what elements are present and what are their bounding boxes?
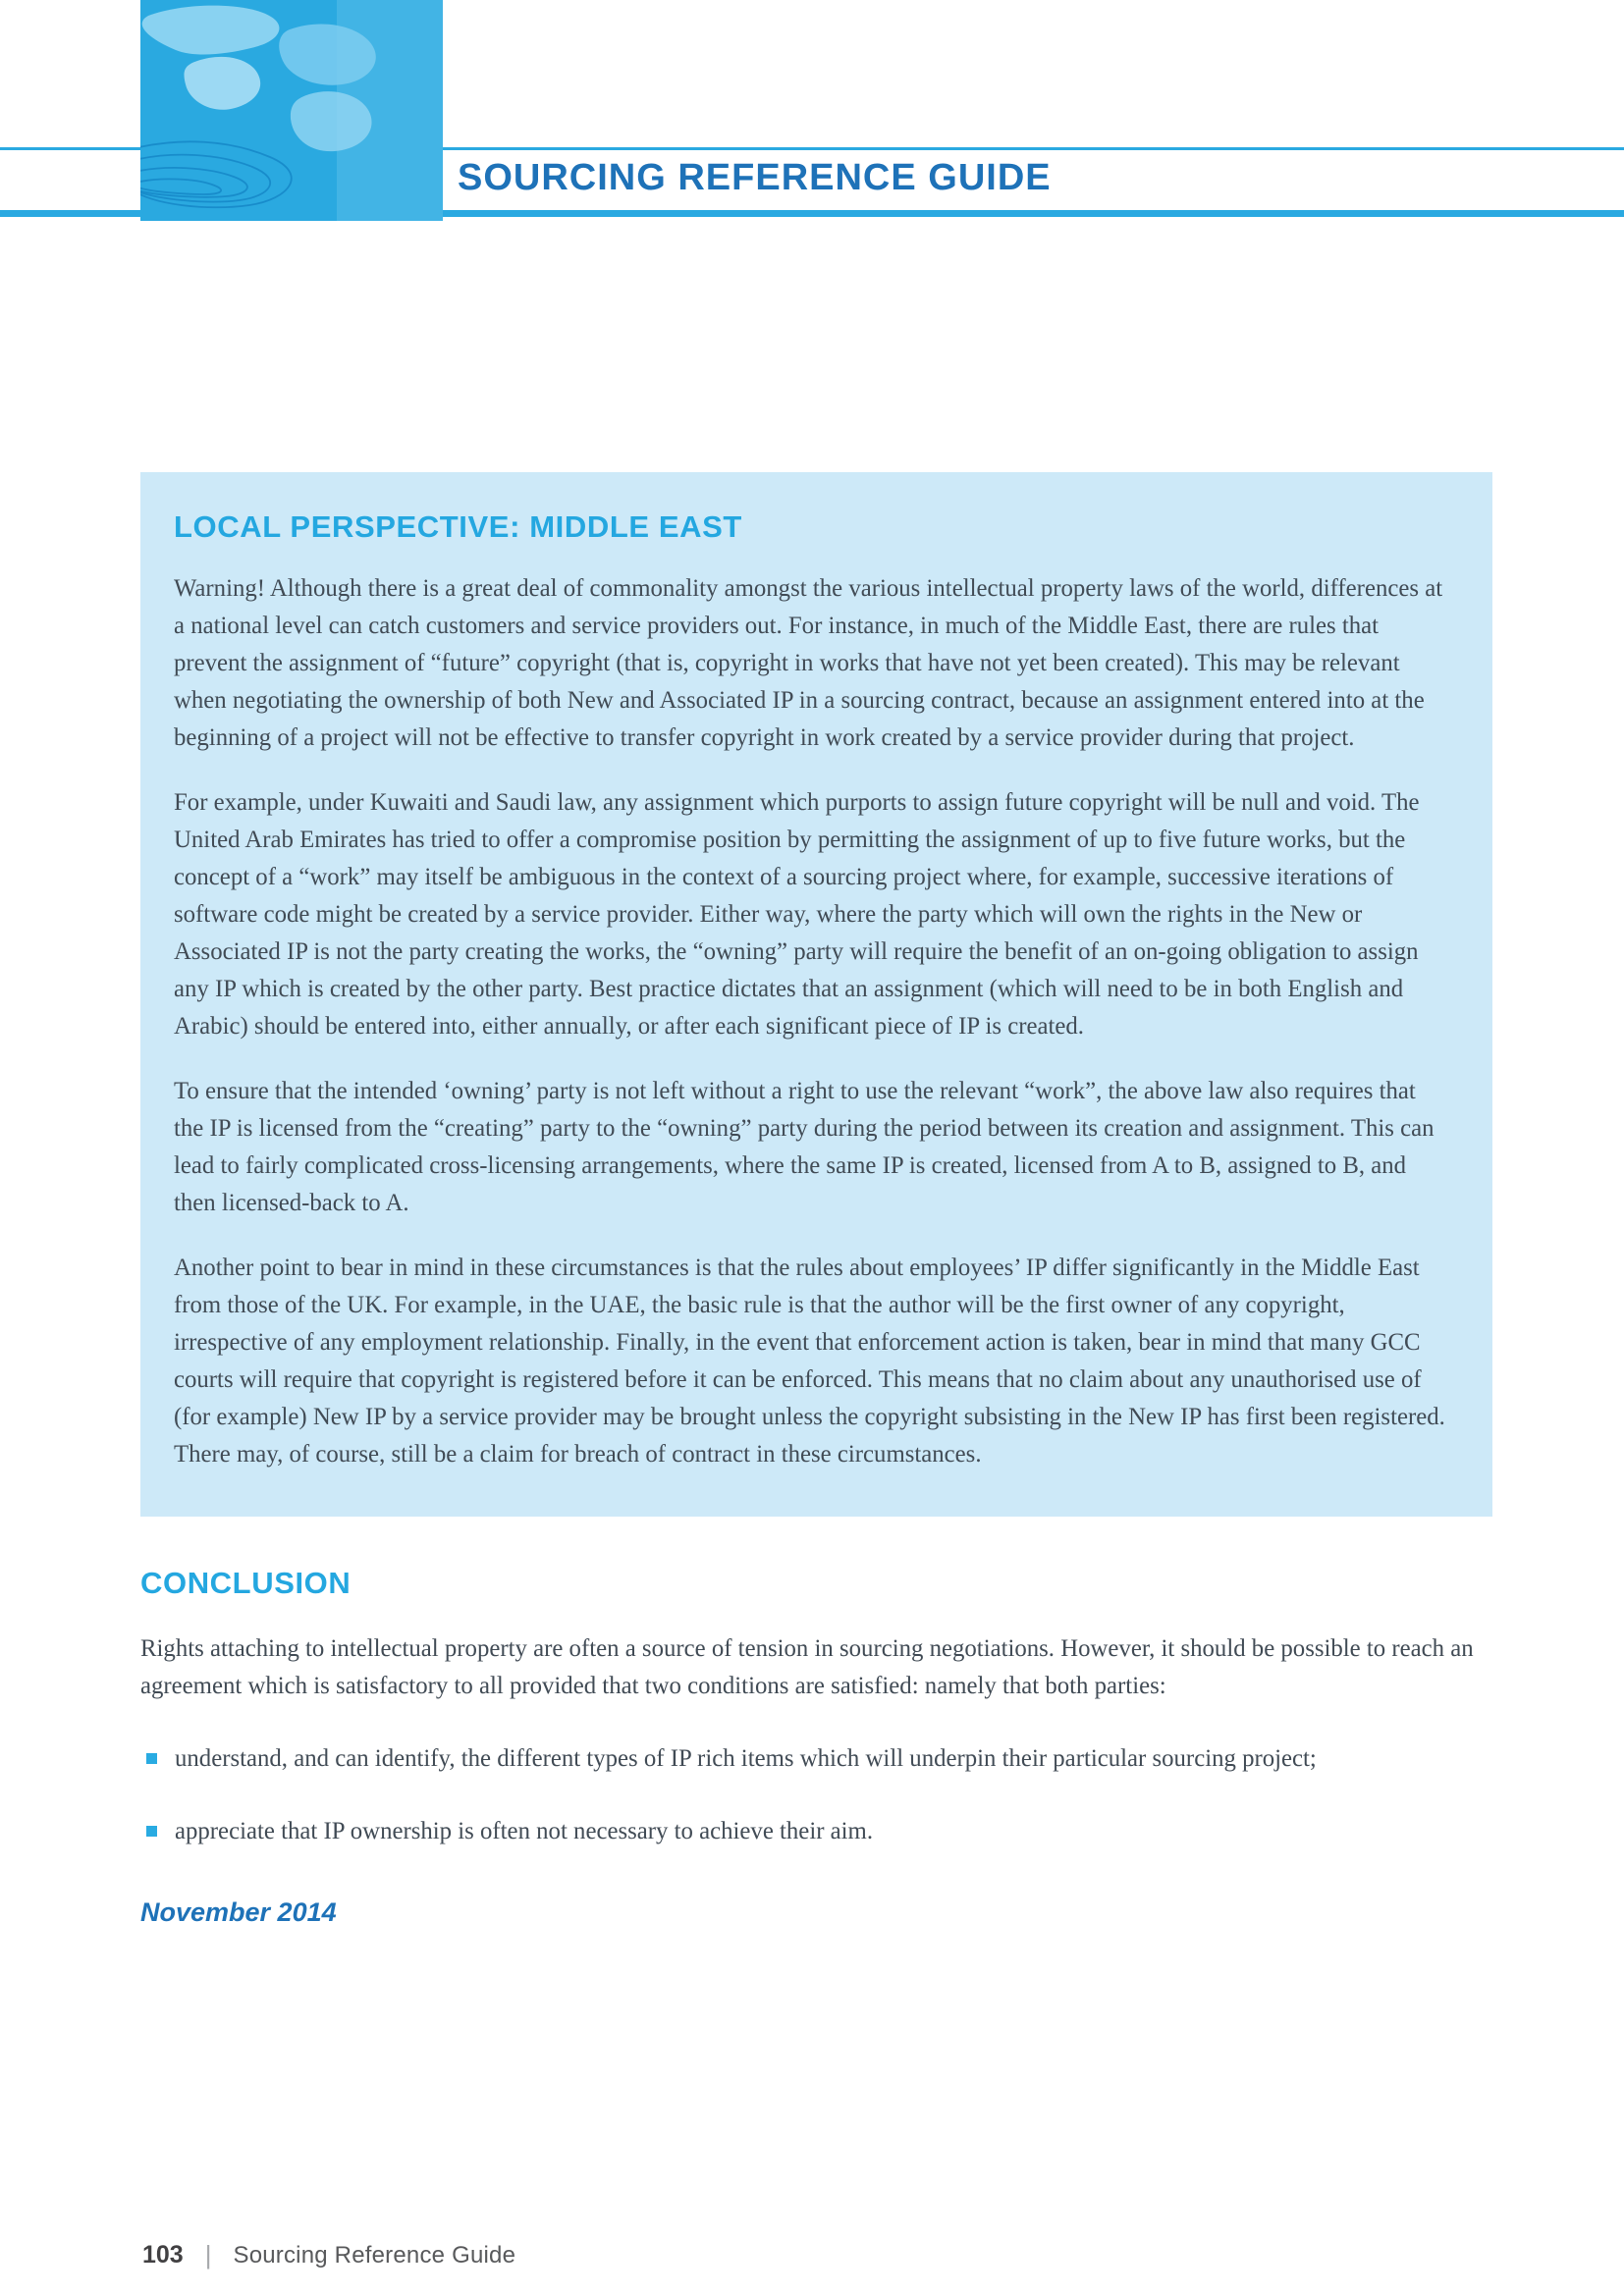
world-map-image	[140, 0, 443, 221]
local-perspective-paragraph: Warning! Although there is a great deal of commonality amongst the various intellectual property laws of the world, differences at a national level can catch customers and service providers out. For instance, in much of the Middle East, there are rules that prevent the assignment of “future” copyright (that is, copyright in works that have not yet been created). This may be relevant when negotiating the ownership of both New and Associated IP in a sourcing contract, because an assignment entered into at the beginning of a project will not be effective to transfer copyright in work created by a service provider during that project.	[174, 575, 1443, 751]
publication-date: November 2014	[140, 1897, 337, 1927]
local-perspective-panel	[140, 472, 1492, 1517]
footer-label: Sourcing Reference Guide	[233, 2241, 516, 2269]
conclusion-intro: Rights attaching to intellectual property are often a source of tension in sourcing negotiations. However, it should be possible to reach an agreement which is satisfactory to all provided that two conditions are satisfied: namely that both parties:	[140, 1635, 1474, 1699]
bullet-item	[140, 1740, 1492, 1778]
bullet-text: understand, and can identify, the different types of IP rich items which will underpin their particular sourcing project;	[175, 1745, 1317, 1772]
conclusion-heading: CONCLUSION	[140, 1566, 352, 1600]
footer-divider: |	[204, 2240, 212, 2269]
local-perspective-paragraph: To ensure that the intended ‘owning’ party is not left without a right to use the relevant “work”, the above law also requires that the IP is licensed from the “creating” party to the “owning” party during the period between its creation and assignment. This can lead to fairly complicated cross-licensing arrangements, where the same IP is created, licensed from A to B, assigned to B, and then licensed-back to A.	[174, 1078, 1435, 1216]
local-perspective-heading: LOCAL PERSPECTIVE: MIDDLE EAST	[174, 509, 742, 544]
local-perspective-paragraph: Another point to bear in mind in these circumstances is that the rules about employees’ IP differ significantly in the Middle East from those of the UK. For example, in the UAE, the basic rule is that the author will be the first owner of any copyright, irrespective of any employment relationship. Finally, in the event that enforcement action is taken, bear in mind that many GCC courts will require that copyright is registered before it can be enforced. This means that no claim about any unauthorised use of (for example) New IP by a service provider may be brought unless the copyright subsisting in the New IP has first been registered. There may, of course, still be a claim for breach of contract in these circumstances.	[174, 1255, 1445, 1468]
main-content	[140, 472, 1492, 1928]
square-bullet-icon	[146, 1753, 157, 1764]
bullet-item	[140, 1813, 1492, 1850]
conclusion-bullet-list	[140, 1740, 1492, 1850]
page-footer	[142, 2240, 515, 2270]
document-title: SOURCING REFERENCE GUIDE	[458, 157, 1052, 198]
page-header	[0, 0, 1624, 255]
square-bullet-icon	[146, 1826, 157, 1837]
local-perspective-paragraph: For example, under Kuwaiti and Saudi law, any assignment which purports to assign future copyright will be null and void. The United Arab Emirates has tried to offer a compromise position by permitting the assignment of up to five future works, but the concept of a “work” may itself be ambiguous in the context of a sourcing project where, for example, successive iterations of software code might be created by a service provider. Either way, where the party which will own the rights in the New or Associated IP is not the party creating the works, the “owning” party will require the benefit of an on-going obligation to assign any IP which is created by the other party. Best practice dictates that an assignment (which will need to be in both English and Arabic) should be entered into, either annually, or after each significant piece of IP is created.	[174, 789, 1420, 1040]
page-number: 103	[142, 2241, 184, 2269]
bullet-text: appreciate that IP ownership is often not necessary to achieve their aim.	[175, 1818, 874, 1844]
